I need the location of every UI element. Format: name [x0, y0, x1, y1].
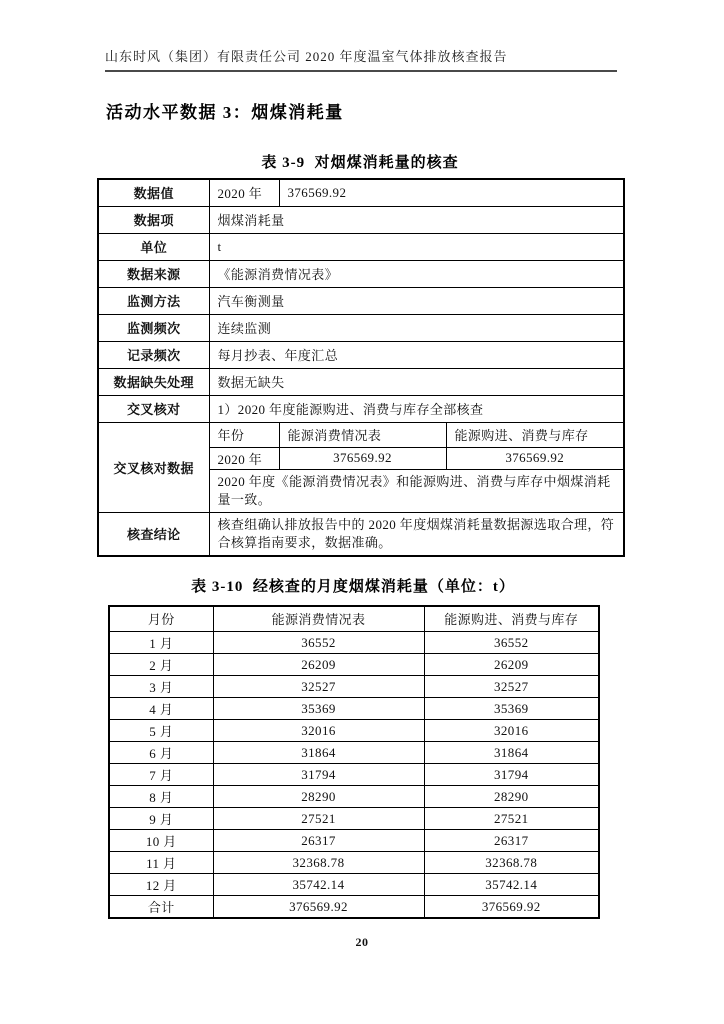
row-label-missing-data: 数据缺失处理	[98, 368, 209, 395]
cell-consumption: 31794	[213, 764, 424, 786]
cell-monitor-freq: 连续监测	[209, 314, 624, 341]
table-row	[109, 654, 599, 676]
cell-purchase: 35742.14	[424, 874, 599, 896]
table-3-10	[108, 605, 600, 920]
cell-consumption: 27521	[213, 808, 424, 830]
table-row	[98, 395, 624, 422]
cell-purchase: 27521	[424, 808, 599, 830]
col-header-consumption: 能源消费情况表	[213, 606, 424, 632]
cell-month: 8 月	[109, 786, 213, 808]
table-3-10-title: 表 3-10 经核查的月度烟煤消耗量（单位：t）	[191, 578, 515, 595]
subcol-year: 年份	[209, 422, 279, 447]
document-header-title: 山东时风（集团）有限责任公司 2020 年度温室气体排放核查报告	[105, 46, 617, 72]
cell-conclusion: 核查组确认排放报告中的 2020 年度烟煤消耗量数据源选取合理，符合核算指南要求，数据准确。	[209, 512, 624, 556]
cell-month: 5 月	[109, 720, 213, 742]
table-row	[109, 808, 599, 830]
cell-consumption: 26317	[213, 830, 424, 852]
cell-purchase: 32368.78	[424, 852, 599, 874]
cell-month: 6 月	[109, 742, 213, 764]
table-row	[109, 764, 599, 786]
cell-consumption: 26209	[213, 654, 424, 676]
table-row	[98, 206, 624, 233]
row-label-conclusion: 核查结论	[98, 512, 209, 556]
cell-consumption: 36552	[213, 632, 424, 654]
cell-consumption: 35369	[213, 698, 424, 720]
cell-consumption: 32527	[213, 676, 424, 698]
row-label-cross-check-data: 交叉核对数据	[98, 422, 209, 512]
cell-consumption: 31864	[213, 742, 424, 764]
table-header-row	[109, 606, 599, 632]
cell-purchase: 26317	[424, 830, 599, 852]
table-row	[98, 179, 624, 206]
cell-month: 9 月	[109, 808, 213, 830]
cell-record-freq: 每月抄表、年度汇总	[209, 341, 624, 368]
subcell-consumption: 376569.92	[279, 447, 446, 469]
section-heading: 活动水平数据 3：烟煤消耗量	[106, 103, 344, 122]
cell-data-value: 376569.92	[279, 179, 624, 206]
cell-month: 10 月	[109, 830, 213, 852]
row-label-unit: 单位	[98, 233, 209, 260]
cell-purchase: 26209	[424, 654, 599, 676]
table-row	[109, 632, 599, 654]
cell-cross-check-note: 2020 年度《能源消费情况表》和能源购进、消费与库存中烟煤消耗量一致。	[209, 469, 624, 512]
cell-consumption: 32368.78	[213, 852, 424, 874]
table-row	[109, 852, 599, 874]
col-header-month: 月份	[109, 606, 213, 632]
cell-data-item: 烟煤消耗量	[209, 206, 624, 233]
cell-consumption: 376569.92	[213, 896, 424, 919]
cell-purchase: 32527	[424, 676, 599, 698]
cell-month: 12 月	[109, 874, 213, 896]
table-row	[109, 896, 599, 919]
table-row	[98, 341, 624, 368]
cell-cross-check: 1）2020 年度能源购进、消费与库存全部核查	[209, 395, 624, 422]
cell-purchase: 376569.92	[424, 896, 599, 919]
cell-monitor-method: 汽车衡测量	[209, 287, 624, 314]
table-row	[98, 512, 624, 556]
cell-month: 2 月	[109, 654, 213, 676]
table-row	[98, 233, 624, 260]
cell-purchase: 31864	[424, 742, 599, 764]
cell-month: 7 月	[109, 764, 213, 786]
cell-missing-data: 数据无缺失	[209, 368, 624, 395]
row-label-cross-check: 交叉核对	[98, 395, 209, 422]
table-row	[98, 314, 624, 341]
table-row	[109, 830, 599, 852]
col-header-purchase: 能源购进、消费与库存	[424, 606, 599, 632]
table-row	[98, 422, 624, 447]
subcell-purchase: 376569.92	[446, 447, 624, 469]
cell-month: 合计	[109, 896, 213, 919]
table-row	[98, 368, 624, 395]
cell-month: 3 月	[109, 676, 213, 698]
table-row	[109, 786, 599, 808]
table-row	[98, 287, 624, 314]
cell-month: 11 月	[109, 852, 213, 874]
row-label-record-freq: 记录频次	[98, 341, 209, 368]
cell-unit: t	[209, 233, 624, 260]
cell-month: 4 月	[109, 698, 213, 720]
table-3-9-title: 表 3-9 对烟煤消耗量的核查	[261, 155, 459, 171]
cell-purchase: 36552	[424, 632, 599, 654]
row-label-data-item: 数据项	[98, 206, 209, 233]
cell-consumption: 32016	[213, 720, 424, 742]
row-label-monitor-method: 监测方法	[98, 287, 209, 314]
cell-data-source: 《能源消费情况表》	[209, 260, 624, 287]
cell-purchase: 32016	[424, 720, 599, 742]
subcol-consumption: 能源消费情况表	[279, 422, 446, 447]
cell-purchase: 28290	[424, 786, 599, 808]
cell-purchase: 35369	[424, 698, 599, 720]
cell-data-value-year: 2020 年	[209, 179, 279, 206]
table-row	[98, 260, 624, 287]
cell-month: 1 月	[109, 632, 213, 654]
table-row	[109, 720, 599, 742]
table-row	[109, 742, 599, 764]
table-3-9	[97, 178, 625, 557]
table-row	[109, 874, 599, 896]
row-label-data-value: 数据值	[98, 179, 209, 206]
row-label-data-source: 数据来源	[98, 260, 209, 287]
subcol-purchase: 能源购进、消费与库存	[446, 422, 624, 447]
subcell-year: 2020 年	[209, 447, 279, 469]
row-label-monitor-freq: 监测频次	[98, 314, 209, 341]
page-number: 20	[355, 935, 369, 949]
cell-purchase: 31794	[424, 764, 599, 786]
table-row	[109, 676, 599, 698]
table-row	[109, 698, 599, 720]
cell-consumption: 28290	[213, 786, 424, 808]
cell-consumption: 35742.14	[213, 874, 424, 896]
